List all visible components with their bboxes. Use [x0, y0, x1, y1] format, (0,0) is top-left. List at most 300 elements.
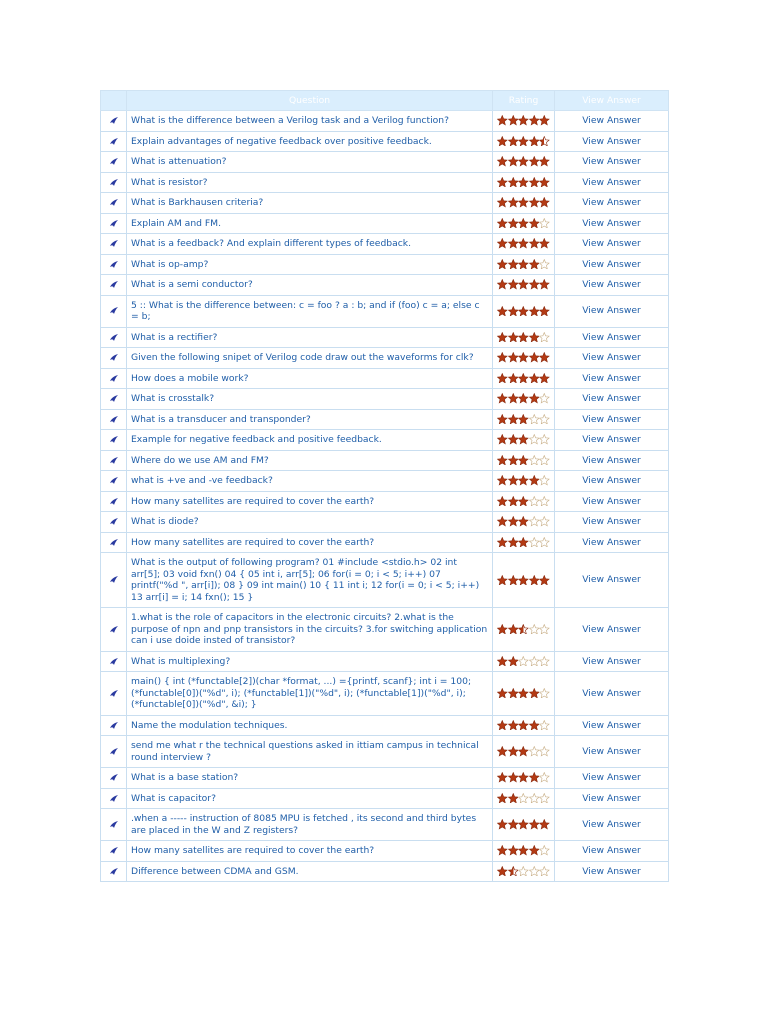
- star-filled-icon: [508, 136, 519, 147]
- star-filled-icon: [508, 238, 519, 249]
- question-link[interactable]: What is the output of following program? 01 #include <stdio.h> 02 int arr[5]; 03 void fxn() 04 { 05 int i, arr[5]; 06 for(i = 0; i < 5; i++) 07 printf("%d ", arr[i]); 08 } 09 int main() 10 { 11 int i; 12 for(i = 0; i < 5; i++) 13 arr[i] = i; 14 fxn(); 15 }: [127, 553, 493, 608]
- rating-cell: [493, 172, 555, 193]
- star-filled-icon: [539, 575, 550, 586]
- table-row: [101, 368, 669, 389]
- question-link[interactable]: Where do we use AM and FM?: [127, 450, 493, 471]
- star-filled-icon: [497, 332, 508, 343]
- rating-cell: [493, 254, 555, 275]
- star-filled-icon: [497, 496, 508, 507]
- star-filled-icon: [539, 115, 550, 126]
- star-empty-icon: [529, 866, 540, 877]
- arrow-bullet-icon: [109, 374, 119, 383]
- view-answer-link[interactable]: View Answer: [555, 389, 669, 410]
- star-empty-icon: [529, 537, 540, 548]
- question-link[interactable]: How many satellites are required to cover the earth?: [127, 491, 493, 512]
- star-rating: [497, 414, 550, 425]
- view-answer-link[interactable]: View Answer: [555, 254, 669, 275]
- view-answer-link[interactable]: View Answer: [555, 491, 669, 512]
- star-filled-icon: [518, 177, 529, 188]
- star-empty-icon: [529, 496, 540, 507]
- star-filled-icon: [508, 496, 519, 507]
- star-rating: [497, 156, 550, 167]
- star-rating: [497, 197, 550, 208]
- arrow-bullet-icon: [109, 435, 119, 444]
- question-link[interactable]: Example for negative feedback and positive feedback.: [127, 430, 493, 451]
- star-empty-icon: [539, 656, 550, 667]
- rating-cell: [493, 193, 555, 214]
- table-row: [101, 131, 669, 152]
- row-bullet-cell: [101, 295, 127, 327]
- star-rating: [497, 393, 550, 404]
- star-filled-icon: [529, 332, 540, 343]
- rating-cell: [493, 736, 555, 768]
- view-answer-link[interactable]: View Answer: [555, 532, 669, 553]
- question-link[interactable]: What is diode?: [127, 512, 493, 533]
- star-filled-icon: [518, 746, 529, 757]
- star-rating: [497, 332, 550, 343]
- star-filled-icon: [497, 218, 508, 229]
- star-empty-icon: [518, 793, 529, 804]
- row-bullet-cell: [101, 348, 127, 369]
- question-link[interactable]: How many satellites are required to cover the earth?: [127, 841, 493, 862]
- table-row: [101, 213, 669, 234]
- arrow-bullet-icon: [109, 721, 119, 730]
- star-filled-icon: [497, 793, 508, 804]
- star-rating: [497, 537, 550, 548]
- question-link[interactable]: Given the following snipet of Verilog code draw out the waveforms for clk?: [127, 348, 493, 369]
- header-view-answer: View Answer: [555, 91, 669, 111]
- question-link[interactable]: Difference between CDMA and GSM.: [127, 861, 493, 882]
- question-link[interactable]: .when a ----- instruction of 8085 MPU is fetched , its second and third bytes are placed in the W and Z registers?: [127, 809, 493, 841]
- star-filled-icon: [497, 197, 508, 208]
- arrow-bullet-icon: [109, 867, 119, 876]
- view-answer-link[interactable]: View Answer: [555, 736, 669, 768]
- star-empty-icon: [539, 866, 550, 877]
- question-link[interactable]: What is a rectifier?: [127, 327, 493, 348]
- question-link[interactable]: What is the difference between a Verilog task and a Verilog function?: [127, 111, 493, 132]
- rating-cell: [493, 131, 555, 152]
- star-filled-icon: [497, 772, 508, 783]
- star-half-icon: [518, 624, 529, 635]
- star-filled-icon: [539, 279, 550, 290]
- star-filled-icon: [518, 845, 529, 856]
- star-filled-icon: [518, 434, 529, 445]
- arrow-bullet-icon: [109, 239, 119, 248]
- table-row: [101, 409, 669, 430]
- table-row: [101, 348, 669, 369]
- star-filled-icon: [497, 238, 508, 249]
- rating-cell: [493, 553, 555, 608]
- view-answer-link[interactable]: View Answer: [555, 348, 669, 369]
- table-row: [101, 471, 669, 492]
- star-filled-icon: [508, 115, 519, 126]
- question-link[interactable]: What is multiplexing?: [127, 651, 493, 672]
- row-bullet-cell: [101, 254, 127, 275]
- table-row: [101, 450, 669, 471]
- view-answer-link[interactable]: View Answer: [555, 213, 669, 234]
- star-filled-icon: [529, 136, 540, 147]
- star-empty-icon: [529, 656, 540, 667]
- star-empty-icon: [529, 455, 540, 466]
- view-answer-link[interactable]: View Answer: [555, 788, 669, 809]
- rating-cell: [493, 608, 555, 652]
- star-filled-icon: [497, 434, 508, 445]
- star-filled-icon: [539, 352, 550, 363]
- star-empty-icon: [529, 624, 540, 635]
- star-filled-icon: [508, 177, 519, 188]
- star-rating: [497, 720, 550, 731]
- star-empty-icon: [539, 332, 550, 343]
- star-filled-icon: [508, 819, 519, 830]
- star-filled-icon: [518, 537, 529, 548]
- arrow-bullet-icon: [109, 846, 119, 855]
- view-answer-link[interactable]: View Answer: [555, 193, 669, 214]
- view-answer-link[interactable]: View Answer: [555, 450, 669, 471]
- row-bullet-cell: [101, 389, 127, 410]
- star-filled-icon: [508, 720, 519, 731]
- question-link[interactable]: main() { int (*functable[2])(char *format, ...) ={printf, scanf}; int i = 100; (*functable[0])("%d", i); (*functable[1])("%d", i); (*functable[1])("%d", i); (*functable[0])("%d", &i); }: [127, 672, 493, 716]
- table-row: [101, 327, 669, 348]
- star-filled-icon: [518, 455, 529, 466]
- star-filled-icon: [497, 279, 508, 290]
- star-rating: [497, 793, 550, 804]
- rating-cell: [493, 111, 555, 132]
- row-bullet-cell: [101, 553, 127, 608]
- question-link[interactable]: What is op-amp?: [127, 254, 493, 275]
- row-bullet-cell: [101, 608, 127, 652]
- row-bullet-cell: [101, 430, 127, 451]
- row-bullet-cell: [101, 715, 127, 736]
- star-filled-icon: [518, 393, 529, 404]
- arrow-bullet-icon: [109, 538, 119, 547]
- question-link[interactable]: How does a mobile work?: [127, 368, 493, 389]
- star-filled-icon: [529, 197, 540, 208]
- question-link[interactable]: What is crosstalk?: [127, 389, 493, 410]
- table-row: [101, 512, 669, 533]
- star-empty-icon: [539, 218, 550, 229]
- star-filled-icon: [497, 156, 508, 167]
- star-empty-icon: [518, 866, 529, 877]
- star-rating: [497, 306, 550, 317]
- table-header-row: [101, 91, 669, 111]
- star-filled-icon: [529, 115, 540, 126]
- question-link[interactable]: What is capacitor?: [127, 788, 493, 809]
- star-rating: [497, 373, 550, 384]
- arrow-bullet-icon: [109, 280, 119, 289]
- question-link[interactable]: What is a transducer and transponder?: [127, 409, 493, 430]
- row-bullet-cell: [101, 131, 127, 152]
- row-bullet-cell: [101, 111, 127, 132]
- star-filled-icon: [518, 516, 529, 527]
- table-row: [101, 608, 669, 652]
- star-half-icon: [508, 866, 519, 877]
- star-filled-icon: [508, 332, 519, 343]
- star-empty-icon: [539, 624, 550, 635]
- star-rating: [497, 136, 550, 147]
- table-row: [101, 254, 669, 275]
- star-rating: [497, 352, 550, 363]
- star-rating: [497, 656, 550, 667]
- star-empty-icon: [529, 434, 540, 445]
- question-link[interactable]: What is attenuation?: [127, 152, 493, 173]
- rating-cell: [493, 389, 555, 410]
- row-bullet-cell: [101, 736, 127, 768]
- row-bullet-cell: [101, 450, 127, 471]
- star-filled-icon: [518, 332, 529, 343]
- question-link[interactable]: Name the modulation techniques.: [127, 715, 493, 736]
- arrow-bullet-icon: [109, 157, 119, 166]
- arrow-bullet-icon: [109, 456, 119, 465]
- header-rating: Rating: [493, 91, 555, 111]
- table-row: [101, 234, 669, 255]
- star-filled-icon: [539, 197, 550, 208]
- star-filled-icon: [508, 656, 519, 667]
- rating-cell: [493, 651, 555, 672]
- row-bullet-cell: [101, 788, 127, 809]
- star-filled-icon: [497, 373, 508, 384]
- star-filled-icon: [508, 373, 519, 384]
- star-filled-icon: [518, 306, 529, 317]
- row-bullet-cell: [101, 172, 127, 193]
- star-filled-icon: [508, 455, 519, 466]
- rating-cell: [493, 471, 555, 492]
- view-answer-link[interactable]: View Answer: [555, 409, 669, 430]
- question-link[interactable]: Explain advantages of negative feedback over positive feedback.: [127, 131, 493, 152]
- star-filled-icon: [518, 720, 529, 731]
- rating-cell: [493, 368, 555, 389]
- arrow-bullet-icon: [109, 137, 119, 146]
- star-filled-icon: [497, 455, 508, 466]
- table-row: [101, 172, 669, 193]
- view-answer-link[interactable]: View Answer: [555, 234, 669, 255]
- star-empty-icon: [539, 516, 550, 527]
- row-bullet-cell: [101, 193, 127, 214]
- star-empty-icon: [539, 259, 550, 270]
- question-link[interactable]: send me what r the technical questions asked in ittiam campus in technical round interview ?: [127, 736, 493, 768]
- rating-cell: [493, 348, 555, 369]
- view-answer-link[interactable]: View Answer: [555, 131, 669, 152]
- star-filled-icon: [497, 720, 508, 731]
- row-bullet-cell: [101, 512, 127, 533]
- arrow-bullet-icon: [109, 219, 119, 228]
- rating-cell: [493, 788, 555, 809]
- arrow-bullet-icon: [109, 747, 119, 756]
- view-answer-link[interactable]: View Answer: [555, 651, 669, 672]
- view-answer-link[interactable]: View Answer: [555, 430, 669, 451]
- row-bullet-cell: [101, 213, 127, 234]
- view-answer-link[interactable]: View Answer: [555, 512, 669, 533]
- star-rating: [497, 238, 550, 249]
- question-link[interactable]: what is +ve and -ve feedback?: [127, 471, 493, 492]
- star-empty-icon: [539, 455, 550, 466]
- questions-table: [100, 90, 669, 882]
- table-row: [101, 111, 669, 132]
- star-rating: [497, 115, 550, 126]
- table-row: [101, 809, 669, 841]
- view-answer-link[interactable]: View Answer: [555, 768, 669, 789]
- rating-cell: [493, 234, 555, 255]
- question-link[interactable]: What is resistor?: [127, 172, 493, 193]
- star-filled-icon: [497, 306, 508, 317]
- star-rating: [497, 845, 550, 856]
- rating-cell: [493, 768, 555, 789]
- row-bullet-cell: [101, 861, 127, 882]
- star-filled-icon: [518, 136, 529, 147]
- star-filled-icon: [518, 475, 529, 486]
- view-answer-link[interactable]: View Answer: [555, 672, 669, 716]
- star-filled-icon: [518, 688, 529, 699]
- star-filled-icon: [508, 845, 519, 856]
- star-filled-icon: [508, 156, 519, 167]
- star-filled-icon: [518, 218, 529, 229]
- star-filled-icon: [529, 279, 540, 290]
- star-filled-icon: [518, 115, 529, 126]
- star-empty-icon: [539, 537, 550, 548]
- star-filled-icon: [529, 306, 540, 317]
- rating-cell: [493, 295, 555, 327]
- rating-cell: [493, 532, 555, 553]
- star-filled-icon: [508, 279, 519, 290]
- table-row: [101, 295, 669, 327]
- arrow-bullet-icon: [109, 625, 119, 634]
- star-rating: [497, 177, 550, 188]
- star-filled-icon: [497, 352, 508, 363]
- star-filled-icon: [497, 115, 508, 126]
- rating-cell: [493, 275, 555, 296]
- arrow-bullet-icon: [109, 178, 119, 187]
- star-rating: [497, 455, 550, 466]
- rating-cell: [493, 152, 555, 173]
- star-filled-icon: [508, 352, 519, 363]
- table-row: [101, 768, 669, 789]
- star-filled-icon: [508, 414, 519, 425]
- arrow-bullet-icon: [109, 773, 119, 782]
- star-empty-icon: [539, 746, 550, 757]
- view-answer-link[interactable]: View Answer: [555, 608, 669, 652]
- row-bullet-cell: [101, 327, 127, 348]
- view-answer-link[interactable]: View Answer: [555, 809, 669, 841]
- star-filled-icon: [529, 156, 540, 167]
- star-filled-icon: [539, 156, 550, 167]
- view-answer-link[interactable]: View Answer: [555, 327, 669, 348]
- view-answer-link[interactable]: View Answer: [555, 715, 669, 736]
- star-filled-icon: [518, 373, 529, 384]
- rating-cell: [493, 409, 555, 430]
- arrow-bullet-icon: [109, 575, 119, 584]
- rating-cell: [493, 715, 555, 736]
- view-answer-link[interactable]: View Answer: [555, 841, 669, 862]
- view-answer-link[interactable]: View Answer: [555, 471, 669, 492]
- row-bullet-cell: [101, 491, 127, 512]
- star-filled-icon: [529, 373, 540, 384]
- star-filled-icon: [508, 575, 519, 586]
- star-filled-icon: [529, 352, 540, 363]
- star-filled-icon: [518, 279, 529, 290]
- star-filled-icon: [508, 688, 519, 699]
- arrow-bullet-icon: [109, 116, 119, 125]
- arrow-bullet-icon: [109, 657, 119, 666]
- rating-cell: [493, 841, 555, 862]
- view-answer-link[interactable]: View Answer: [555, 368, 669, 389]
- star-filled-icon: [508, 393, 519, 404]
- star-filled-icon: [529, 819, 540, 830]
- star-filled-icon: [539, 238, 550, 249]
- table-row: [101, 193, 669, 214]
- rating-cell: [493, 430, 555, 451]
- star-filled-icon: [508, 306, 519, 317]
- table-row: [101, 651, 669, 672]
- rating-cell: [493, 213, 555, 234]
- star-filled-icon: [508, 746, 519, 757]
- rating-cell: [493, 672, 555, 716]
- question-link[interactable]: Explain AM and FM.: [127, 213, 493, 234]
- question-link[interactable]: What is a feedback? And explain different types of feedback.: [127, 234, 493, 255]
- star-rating: [497, 819, 550, 830]
- question-link[interactable]: How many satellites are required to cover the earth?: [127, 532, 493, 553]
- star-filled-icon: [529, 259, 540, 270]
- star-filled-icon: [508, 259, 519, 270]
- row-bullet-cell: [101, 532, 127, 553]
- table-row: [101, 275, 669, 296]
- question-link[interactable]: 1.what is the role of capacitors in the electronic circuits? 2.what is the purpose of npn and pnp transistors in the circuits? 3.for switching application can i use doide insted of transistor?: [127, 608, 493, 652]
- question-link[interactable]: What is Barkhausen criteria?: [127, 193, 493, 214]
- star-filled-icon: [529, 475, 540, 486]
- star-filled-icon: [518, 496, 529, 507]
- view-answer-link[interactable]: View Answer: [555, 553, 669, 608]
- question-link[interactable]: What is a semi conductor?: [127, 275, 493, 296]
- star-filled-icon: [518, 772, 529, 783]
- row-bullet-cell: [101, 651, 127, 672]
- star-filled-icon: [518, 156, 529, 167]
- star-rating: [497, 688, 550, 699]
- star-filled-icon: [497, 259, 508, 270]
- star-rating: [497, 516, 550, 527]
- view-answer-link[interactable]: View Answer: [555, 295, 669, 327]
- star-rating: [497, 624, 550, 635]
- star-filled-icon: [497, 575, 508, 586]
- star-filled-icon: [497, 516, 508, 527]
- table-row: [101, 389, 669, 410]
- star-empty-icon: [539, 720, 550, 731]
- star-rating: [497, 475, 550, 486]
- question-link[interactable]: 5 :: What is the difference between: c = foo ? a : b; and if (foo) c = a; else c = b;: [127, 295, 493, 327]
- view-answer-link[interactable]: View Answer: [555, 861, 669, 882]
- star-filled-icon: [497, 819, 508, 830]
- star-filled-icon: [529, 218, 540, 229]
- question-link[interactable]: What is a base station?: [127, 768, 493, 789]
- star-empty-icon: [539, 475, 550, 486]
- rating-cell: [493, 512, 555, 533]
- rating-cell: [493, 861, 555, 882]
- arrow-bullet-icon: [109, 353, 119, 362]
- star-empty-icon: [529, 414, 540, 425]
- table-row: [101, 532, 669, 553]
- rating-cell: [493, 450, 555, 471]
- star-filled-icon: [529, 238, 540, 249]
- view-answer-link[interactable]: View Answer: [555, 172, 669, 193]
- star-filled-icon: [529, 575, 540, 586]
- view-answer-link[interactable]: View Answer: [555, 275, 669, 296]
- star-rating: [497, 496, 550, 507]
- view-answer-link[interactable]: View Answer: [555, 152, 669, 173]
- table-row: [101, 861, 669, 882]
- view-answer-link[interactable]: View Answer: [555, 111, 669, 132]
- table-row: [101, 841, 669, 862]
- row-bullet-cell: [101, 672, 127, 716]
- star-filled-icon: [508, 537, 519, 548]
- star-rating: [497, 434, 550, 445]
- header-bullet-cell: [101, 91, 127, 111]
